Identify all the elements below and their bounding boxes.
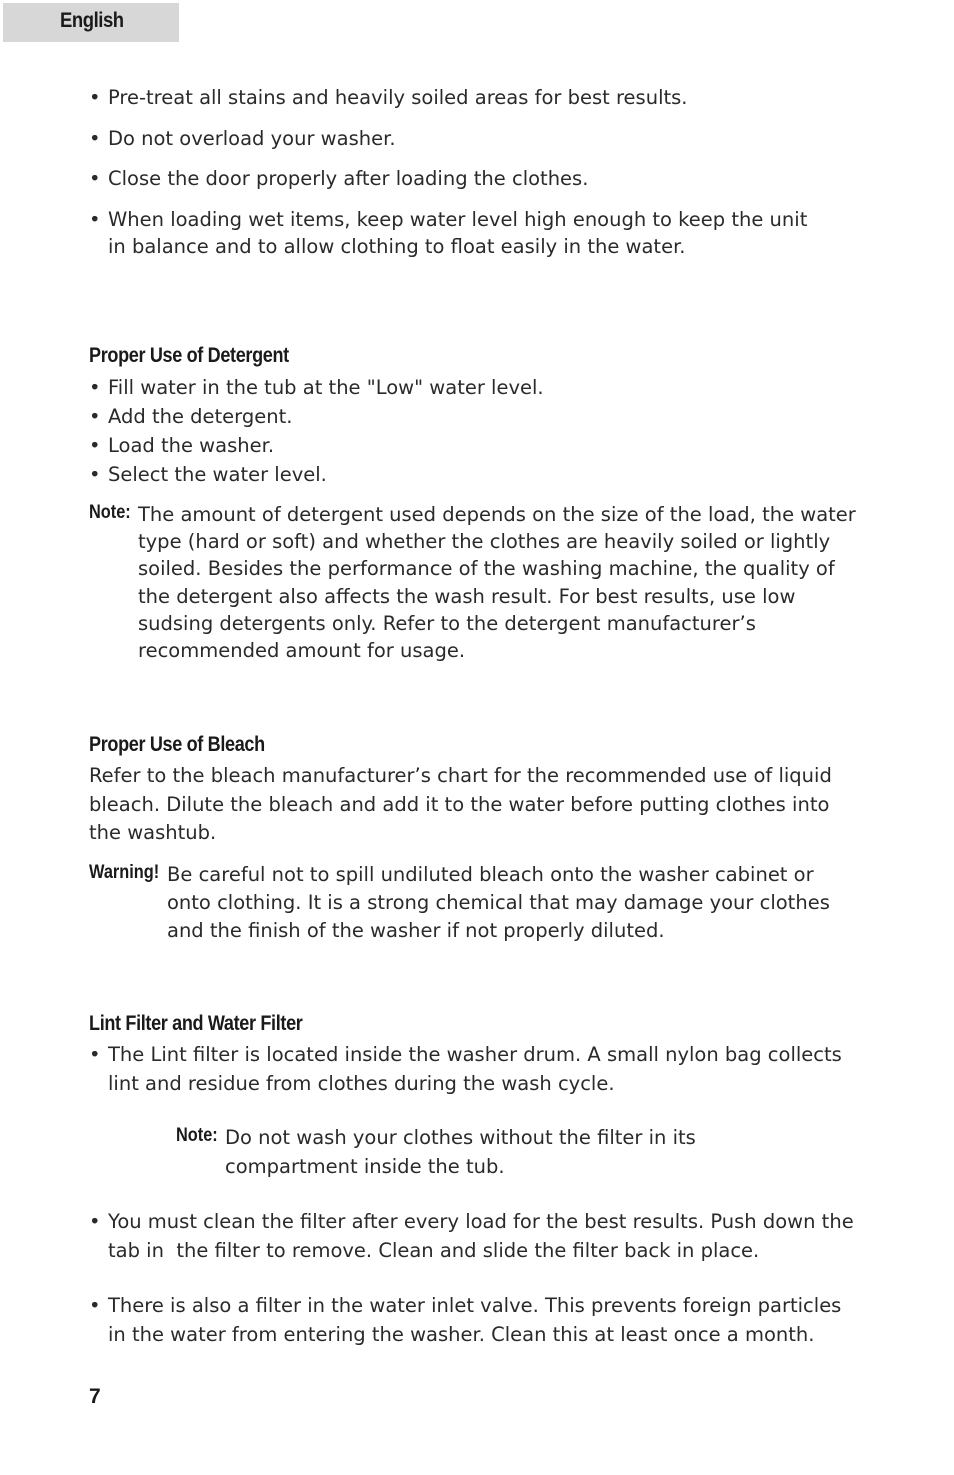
warning-label: Warning! xyxy=(89,862,160,883)
lint-note xyxy=(176,1124,836,1181)
intro-bullets xyxy=(89,84,829,261)
note-label: Note: xyxy=(176,1125,218,1146)
note-label: Note: xyxy=(89,502,131,523)
bleach-paragraph: Refer to the bleach manufacturer’s chart for the recommended use of liquid bleach. Dilute the bleach and add it to the water before putting clothes into the washtub. xyxy=(89,764,832,844)
lint-bullet-3 xyxy=(89,1292,859,1349)
detergent-bullets xyxy=(89,373,829,489)
list-item: • The Lint filter is located inside the washer drum. A small nylon bag collects lint and residue from clothes during the wash cycle. xyxy=(89,1041,859,1098)
note-text: Do not wash your clothes without the filter in its compartment inside the tub. xyxy=(225,1126,696,1178)
list-item: • Add the detergent. xyxy=(89,402,829,431)
list-item: • Do not overload your washer. xyxy=(89,125,829,153)
detergent-note xyxy=(89,501,859,664)
section-heading-bleach: Proper Use of Bleach xyxy=(89,733,265,756)
language-tab xyxy=(3,3,179,42)
bleach-warning xyxy=(89,861,859,944)
warning-text: Be careful not to spill undiluted bleach onto the washer cabinet or onto clothing. It is a strong chemical that may damage your clothes and the finish of the washer if not properly diluted. xyxy=(167,863,830,942)
note-text: The amount of detergent used depends on the size of the load, the water type (hard or soft) and whether the clothes are heavily soiled or lightly soiled. Besides the performance of the washing machine, the quality of the detergent also affects the wash result. For best results, use low sudsing detergents only. Refer to the detergent manufacturer’s recommended amount for usage. xyxy=(138,503,856,663)
list-item: • Select the water level. xyxy=(89,460,829,489)
language-tab-label: English xyxy=(60,9,124,32)
list-item: • Pre-treat all stains and heavily soiled areas for best results. xyxy=(89,84,829,112)
lint-bullet-1 xyxy=(89,1041,859,1098)
section-heading-detergent: Proper Use of Detergent xyxy=(89,344,289,367)
list-item: • Close the door properly after loading the clothes. xyxy=(89,165,829,193)
section-heading-lint: Lint Filter and Water Filter xyxy=(89,1012,303,1035)
list-item: • When loading wet items, keep water level high enough to keep the unit in balance and to allow clothing to float easily in the water. xyxy=(89,206,829,261)
list-item: • Fill water in the tub at the "Low" water level. xyxy=(89,373,829,402)
list-item: • You must clean the filter after every load for the best results. Push down the tab in the filter to remove. Clean and slide the filter back in place. xyxy=(89,1208,864,1265)
list-item: • Load the washer. xyxy=(89,431,829,460)
lint-bullet-2 xyxy=(89,1208,864,1265)
list-item: • There is also a filter in the water inlet valve. This prevents foreign particles in the water from entering the washer. Clean this at least once a month. xyxy=(89,1292,859,1349)
page-number: 7 xyxy=(89,1385,101,1408)
